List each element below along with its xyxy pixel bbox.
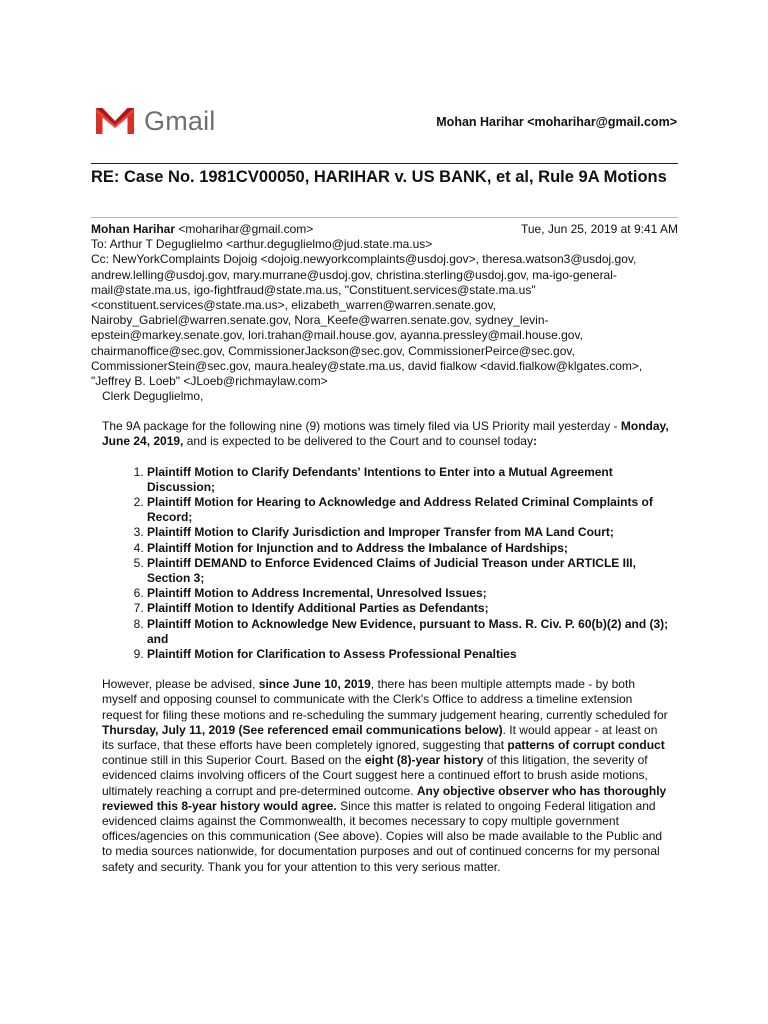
- list-item: 3. Plaintiff Motion to Clarify Jurisdiction and Improper Transfer from MA Land Court;: [147, 525, 670, 540]
- closing-bold-4: eight (8)-year history: [364, 753, 484, 768]
- intro-colon: :: [532, 434, 537, 449]
- list-item: 9. Plaintiff Motion for Clarification to Assess Professional Penalties: [147, 647, 670, 662]
- sender-email: <moharihar@gmail.com>: [175, 222, 314, 236]
- list-item: 2. Plaintiff Motion for Hearing to Acknowledge and Address Related Criminal Complaints of Record;: [147, 495, 670, 525]
- closing-text-4: continue still in this Superior Court. Based on the: [102, 753, 365, 768]
- closing-bold-2: Thursday, July 11, 2019 (See referenced email communications below): [102, 722, 503, 737]
- subject-divider: [91, 217, 678, 218]
- to-recipients: To: Arthur T Deguglielmo <arthur.deguglielmo@jud.state.ma.us>: [91, 237, 433, 252]
- closing-text-2: , there has been multiple attempts made - by both myself and opposing counsel to communicate with the Clerk's Office to address a timeline extension request for filing these motions and re-scheduling the summary judgement hearing, currently scheduled for: [102, 677, 668, 722]
- list-item: 8. Plaintiff Motion to Acknowledge New Evidence, pursuant to Mass. R. Civ. P. 60(b)(2) and (3); and: [147, 617, 670, 647]
- closing-bold-5: Any objective observer who has thoroughly reviewed this 8-year history would agree.: [102, 783, 667, 813]
- intro-paragraph: [102, 419, 670, 449]
- sender-name: Mohan Harihar: [91, 222, 176, 236]
- motions-list: [102, 465, 670, 663]
- closing-text-3: . It would appear - at least on its surface, that these efforts have been completely ignored, suggesting that: [102, 722, 658, 753]
- list-item: 7. Plaintiff Motion to Identify Additional Parties as Defendants;: [147, 601, 670, 616]
- closing-text-6: Since this matter is related to ongoing Federal litigation and evidenced claims against the Commonwealth, it becomes necessary to copy multiple government offices/agencies on this communication (See above). Copies will also be made available to the Public and to media sources nationwide, for documentation purposes and out of continued concerns for my personal safety and security. Thank you for your attention to this very serious matter.: [102, 798, 663, 874]
- email-body: [102, 389, 670, 875]
- gmail-logo-text: Gmail: [144, 105, 216, 136]
- closing-bold-1: since June 10, 2019: [258, 677, 371, 692]
- closing-text-5: of this litigation, the severity of evidenced claims involving officers of the Court suggest here a continued effort to brush aside motions, ultimately reaching a corrupt and pre-determined outcome.: [102, 753, 648, 798]
- sender-row: [91, 222, 678, 237]
- closing-paragraph: [102, 677, 670, 875]
- intro-text-2: and is expected to be delivered to the Court and to counsel today: [183, 434, 533, 449]
- list-item: 4. Plaintiff Motion for Injunction and to Address the Imbalance of Hardships;: [147, 541, 670, 556]
- closing-bold-3: patterns of corrupt conduct: [507, 738, 665, 753]
- list-item: 5. Plaintiff DEMAND to Enforce Evidenced Claims of Judicial Treason under ARTICLE III, Section 3;: [147, 556, 670, 586]
- gmail-logo: [95, 106, 216, 136]
- account-email: Mohan Harihar <moharihar@gmail.com>: [436, 115, 677, 129]
- greeting: Clerk Deguglielmo,: [102, 389, 204, 403]
- closing-text-1: However, please be advised,: [102, 677, 259, 692]
- email-meta: [91, 222, 678, 389]
- cc-recipients: Cc: NewYorkComplaints Dojoig <dojoig.newyorkcomplaints@usdoj.gov>, theresa.watson3@usdoj.gov, andrew.lelling@usdoj.gov, mary.murrane@usdoj.gov, christina.sterling@usdoj.gov, ma-igo-general-mail@state.ma.us, igo-fightfraud@state.ma.us, "Constituent.services@state.ma.us" <constituent.services@state.ma.us>, elizabeth_warren@warren.senate.gov, Nairoby_Gabriel@warren.senate.gov, Nora_Keefe@warren.senate.gov, sydney_levin-epstein@markey.senate.gov, lori.trahan@mail.house.gov, ayanna.pressley@mail.house.gov, chairmanoffice@sec.gov, CommissionerJackson@sec.gov, CommissionerPeirce@sec.gov, CommissionerStein@sec.gov, maura.healey@state.ma.us, david fialkow <david.fialkow@klgates.com>, "Jeffrey B. Loeb" <JLoeb@richmaylaw.com>: [91, 252, 643, 389]
- gmail-m-icon: [95, 106, 135, 136]
- list-item: 6. Plaintiff Motion to Address Incremental, Unresolved Issues;: [147, 586, 670, 601]
- intro-text-1: The 9A package for the following nine (9) motions was timely filed via US Priority mail yesterday -: [102, 419, 621, 434]
- header-divider: [91, 163, 678, 164]
- email-subject: RE: Case No. 1981CV00050, HARIHAR v. US BANK, et al, Rule 9A Motions: [91, 168, 667, 186]
- intro-date: Monday, June 24, 2019,: [102, 419, 669, 449]
- list-item: 1. Plaintiff Motion to Clarify Defendants' Intentions to Enter into a Mutual Agreement Discussion;: [147, 465, 670, 495]
- email-date: Tue, Jun 25, 2019 at 9:41 AM: [521, 222, 678, 236]
